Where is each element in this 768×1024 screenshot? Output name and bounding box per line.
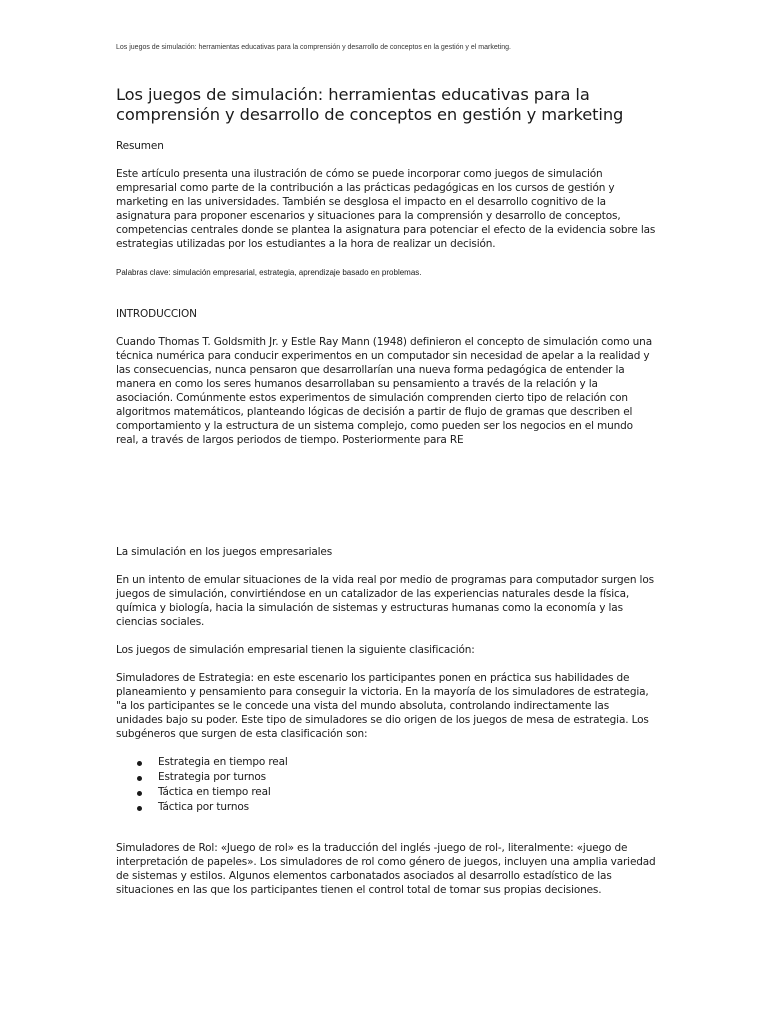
list-item: Táctica en tiempo real [116, 785, 656, 800]
abstract-body: Este artículo presenta una ilustración de cómo se puede incorporar como juegos de simulación empresarial como parte de la contribución a las prácticas pedagógicas en los cursos de gestión y marketing en las universidades. También se desglosa el impacto en el desarrollo cognitivo de la asignatura para proponer escenarios y situaciones para la comprensión y desarrollo de conceptos, competencias centrales donde se plantea la asignatura para potenciar el efecto de la evidencia sobre las estrategias utilizadas por los estudiantes a la hora de realizar un decisión. [116, 168, 656, 250]
introduction-body: Cuando Thomas T. Goldsmith Jr. y Estle Ray Mann (1948) definieron el concepto de simulación como una técnica numérica para conducir experimentos en un computador sin necesidad de apelar a la realidad y las consecuencias, nunca pensaron que desarrollarían una nueva forma pedagógica de entender la manera en como los seres humanos desarrollaban su pensamiento a través de la relación y la asociación. Comúnmente estos experimentos de simulación comprenden cierto tipo de relación con algoritmos matemáticos, planteando lógicas de decisión a partir de flujo de gramas que describen el comportamiento y la estructura de un sistema complejo, como pueden ser los negocios en el mundo real, a través de largos periodos de tiempo. Posteriormente para RE [116, 336, 652, 446]
abstract-heading: Resumen [116, 140, 164, 152]
role-simulators-paragraph: Simuladores de Rol: «Juego de rol» es la traducción del inglés -juego de rol-, literalmente: «juego de interpretación de papeles». Los simuladores de rol como género de juegos, incluyen una amplia variedad de sistemas y estilos. Algunos elementos carbonatados asociados al desarrollo estadístico de las situaciones en las que los participantes tienen el control total de tomar sus propias decisiones. [116, 842, 656, 896]
introduction-heading: INTRODUCCION [116, 308, 197, 320]
document-title: Los juegos de simulación: herramientas educativas para la comprensión y desarrollo de conceptos en gestión y marketing [116, 85, 624, 124]
list-item: Estrategia en tiempo real [116, 755, 656, 770]
section-heading-simulation-games: La simulación en los juegos empresariales [116, 546, 333, 558]
running-header: Los juegos de simulación: herramientas educativas para la comprensión y desarrollo de conceptos en la gestión y el marketing. [116, 44, 511, 51]
simulation-games-paragraph-1: En un intento de emular situaciones de la vida real por medio de programas para computador surgen los juegos de simulación, convirtiéndose en un catalizador de las experiencias naturales desde la física, química y biología, hacia la simulación de sistemas y estructuras humanas como la economía y las ciencias sociales. [116, 574, 654, 628]
bullet-icon [137, 791, 142, 796]
simulation-games-paragraph-2: Los juegos de simulación empresarial tienen la siguiente clasificación: [116, 644, 475, 656]
subgenre-list [116, 755, 656, 815]
keywords: Palabras clave: simulación empresarial, estrategia, aprendizaje basado en problemas. [116, 268, 422, 277]
list-item: Estrategia por turnos [116, 770, 656, 785]
list-item: Táctica por turnos [116, 800, 656, 815]
strategy-simulators-paragraph: Simuladores de Estrategia: en este escenario los participantes ponen en práctica sus habilidades de planeamiento y pensamiento para conseguir la victoria. En la mayoría de los simuladores de estrategia, "a los participantes se le concede una vista del mundo absoluta, controlando indirectamente las unidades bajo su poder. Este tipo de simuladores se dio origen de los juegos de mesa de estrategia. Los subgéneros que surgen de esta clasificación son: [116, 672, 649, 740]
bullet-icon [137, 776, 142, 781]
bullet-icon [137, 806, 142, 811]
bullet-icon [137, 761, 142, 766]
